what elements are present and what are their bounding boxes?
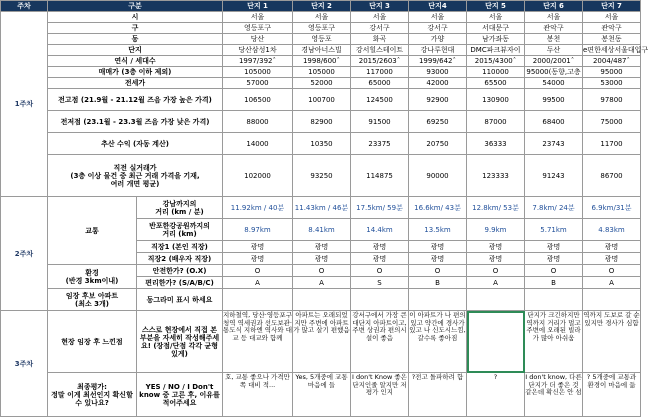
env-row-value-6[interactable]: B	[525, 277, 583, 289]
week1-row-value-3[interactable]: 91500	[351, 111, 409, 133]
env-row-value-7[interactable]: O	[583, 265, 641, 277]
traffic-row-value-3[interactable]: 광명	[351, 241, 409, 253]
env-row-value-1[interactable]: O	[223, 265, 293, 277]
week1-row-value-7[interactable]: 97800	[583, 89, 641, 111]
week1-row-value-3[interactable]: 강서힐스테이트	[351, 45, 409, 56]
traffic-row-value-5[interactable]: 광명	[467, 241, 525, 253]
env-row-value-3[interactable]: O	[351, 265, 409, 277]
week1-row-label: 전고점 (21.9월 - 21.12월 즈음 가장 높은 가격)	[48, 89, 223, 111]
impression-cell-6[interactable]: 단지가 크긴하지만 역까지 거리가 멀고 주변에 오래된 빌라가 많아 아쉬움	[525, 311, 583, 373]
impression-cell-3[interactable]: 강서구에서 가장 큰 대단지 아파트이고, 주변 상권과 편의시설이 좋음	[351, 311, 409, 373]
env-row-label: 안전한가? (O.X)	[137, 265, 223, 277]
week1-row-value-5[interactable]: DMC파크뷰자이	[467, 45, 525, 56]
week1-row-value-5[interactable]: 87000	[467, 111, 525, 133]
week1-row-value-7[interactable]: 관악구	[583, 23, 641, 34]
candidate-row-value-7[interactable]	[583, 289, 641, 311]
traffic-row-value-4[interactable]: 16.6km/ 43분	[409, 197, 467, 219]
week1-row-value-1[interactable]: 14000	[223, 133, 293, 155]
week1-row-value-2[interactable]: 경남아너스빌	[293, 45, 351, 56]
env-row-value-4[interactable]: B	[409, 277, 467, 289]
header-complex-4: 단지4	[409, 1, 467, 12]
week1-row	[1, 89, 641, 111]
candidate-row	[1, 289, 641, 311]
final-prompt: YES / NO / I Don't know 중 고른 후, 이유를 적어주세요	[137, 373, 223, 417]
week1-row-value-4[interactable]: 서울	[409, 12, 467, 23]
week1-row-value-4[interactable]: 강나루현대	[409, 45, 467, 56]
week1-row-value-7[interactable]: e편한세상서울대입구	[583, 46, 648, 54]
traffic-row-value-5[interactable]: 9.9km	[467, 219, 525, 241]
env-row-value-1[interactable]: A	[223, 277, 293, 289]
week1-row-value-3[interactable]: 23375	[351, 133, 409, 155]
week1-row-value-4[interactable]: 90000	[409, 155, 467, 197]
week1-row-value-2[interactable]: 82900	[293, 111, 351, 133]
week1-row-value-2[interactable]: 100700	[293, 89, 351, 111]
week1-row-value-5[interactable]: 110000	[467, 67, 525, 78]
traffic-row-value-6[interactable]: 광명	[525, 241, 583, 253]
week1-row-value-1[interactable]: 1997/392ˆ	[223, 56, 293, 67]
candidate-row-value-6[interactable]	[525, 289, 583, 311]
week1-row-value-1[interactable]: 당산삼성1차	[223, 45, 293, 56]
traffic-label: 교통	[48, 197, 137, 265]
week1-row-value-4[interactable]: 93000	[409, 67, 467, 78]
week1-label: 1주차	[1, 12, 48, 197]
header-complex-6: 단지 6	[525, 1, 583, 12]
week1-row-value-1[interactable]: 영등포구	[223, 23, 293, 34]
traffic-row-value-3[interactable]: 17.5km/ 59분	[351, 197, 409, 219]
week1-row-value-3[interactable]: 화곡	[351, 34, 409, 45]
impression-row	[1, 311, 641, 373]
traffic-row-value-3[interactable]: 광명	[351, 253, 409, 265]
week1-row-value-5[interactable]: 65500	[467, 78, 525, 89]
candidate-row-value-1[interactable]	[223, 289, 293, 311]
week1-row-value-2[interactable]: 10350	[293, 133, 351, 155]
week1-row	[1, 111, 641, 133]
traffic-row-value-7[interactable]: 광명	[583, 253, 641, 265]
week1-row-value-1[interactable]: 당산	[223, 34, 293, 45]
impression-label: 현장 임장 후 느낀점	[48, 311, 137, 373]
header-complex-1: 단지 1	[223, 1, 293, 12]
week1-row-value-1[interactable]: 102000	[223, 155, 293, 197]
week1-row-label: 단지	[48, 45, 223, 56]
week1-row-value-6[interactable]: 23743	[525, 133, 583, 155]
week1-row	[1, 133, 641, 155]
week1-row-value-3[interactable]: 117000	[351, 67, 409, 78]
week1-row-value-7[interactable]: 봉천동	[583, 34, 641, 45]
traffic-row-value-2[interactable]: 8.41km	[293, 219, 351, 241]
week1-row-value-7[interactable]: 서울	[583, 12, 641, 23]
traffic-row	[1, 197, 641, 219]
week1-row-label: 시	[48, 12, 223, 23]
week1-row	[1, 34, 641, 45]
week1-row	[1, 23, 641, 34]
env-row-value-5[interactable]: A	[467, 277, 525, 289]
impression-cell-1[interactable]: 지하철역, 당산·영등포구청역 역세권과 선도보관·통도식 지하엔 역사와 대교 등 대교와 함께	[223, 311, 293, 373]
week1-row-value-6[interactable]: 91243	[525, 155, 583, 197]
env-row-value-7[interactable]: A	[583, 277, 641, 289]
final-cell-1[interactable]: 호, 교통 좋으나 가격만 쪽 대비 적...	[223, 373, 293, 417]
week1-row-value-5[interactable]: 남가좌동	[467, 34, 525, 45]
week1-row-label: 추산 수익 (자동 계산)	[48, 133, 223, 155]
traffic-row-value-2[interactable]: 광명	[293, 241, 351, 253]
header-complex-2: 단지 2	[293, 1, 351, 12]
candidate-row-value-3[interactable]	[351, 289, 409, 311]
header-complex-7: 단지 7	[583, 1, 641, 12]
traffic-row-value-7[interactable]: 4.83km	[583, 219, 641, 241]
impression-cell-7[interactable]: 역까지 도보로 갈 순 있지만 경사가 심함	[583, 311, 641, 373]
traffic-row-value-5[interactable]: 광명	[467, 253, 525, 265]
final-cell-3[interactable]: I don't Know 좋은 단지인줄 알지만 저평가 인지	[351, 373, 409, 417]
traffic-row-value-6[interactable]: 광명	[525, 253, 583, 265]
final-cell-7[interactable]: ? 5개중에 교통과 환경이 마음에 듦	[583, 373, 641, 417]
traffic-row-value-4[interactable]: 13.5km	[409, 219, 467, 241]
traffic-row-label: 반포한강공원까지의 거리 (km)	[137, 219, 223, 241]
week2-label: 2주차	[1, 197, 48, 311]
traffic-row-value-1[interactable]: 8.97km	[223, 219, 293, 241]
week1-row-value-1[interactable]: 105000	[223, 67, 293, 78]
week1-row-value-3[interactable]: 2015/2603ˆ	[351, 56, 409, 67]
week1-row-value-6[interactable]: 95000(동향,고층	[526, 68, 581, 76]
traffic-row-value-5[interactable]: 12.8km/ 53분	[467, 197, 525, 219]
week1-row-label: 매매가 (3층 이하 제외)	[48, 67, 223, 78]
header-complex-3: 단지 3	[351, 1, 409, 12]
final-label: 최종평가: 정말 이게 최선인지 확신할 수 있나요?	[48, 373, 137, 417]
week1-row-value-4[interactable]: 69250	[409, 111, 467, 133]
impression-cell-5[interactable]	[467, 311, 525, 373]
week1-row-value-7[interactable]: 95000	[583, 67, 641, 78]
week1-row-value-5[interactable]: 서울	[467, 12, 525, 23]
week1-row-value-5[interactable]: 123333	[467, 155, 525, 197]
week1-row-value-2[interactable]: 52000	[293, 78, 351, 89]
week1-row-value-5[interactable]: 2015/4300ˆ	[467, 56, 525, 67]
candidate-row-value-5[interactable]	[467, 289, 525, 311]
week1-row-value-6[interactable]: 54000	[525, 78, 583, 89]
traffic-row-value-2[interactable]: 광명	[293, 253, 351, 265]
week1-row-value-6[interactable]: 관악구	[525, 23, 583, 34]
candidate-prompt: 동그라미 표시 하세요	[137, 289, 223, 311]
env-row-value-5[interactable]: O	[467, 265, 525, 277]
week1-row	[1, 78, 641, 89]
traffic-row-value-1[interactable]: 광명	[223, 241, 293, 253]
week1-row-value-3[interactable]: 강서구	[351, 23, 409, 34]
week1-row-value-4[interactable]: 42000	[409, 78, 467, 89]
traffic-row-value-1[interactable]: 광명	[223, 253, 293, 265]
candidate-row-value-4[interactable]	[409, 289, 467, 311]
week1-row-value-3[interactable]: 서울	[351, 12, 409, 23]
week1-row-value-2[interactable]: 105000	[293, 67, 351, 78]
traffic-row-value-2[interactable]: 11.43km / 46분	[293, 197, 351, 219]
week1-row-value-5[interactable]: 36333	[467, 133, 525, 155]
week1-row-value-2[interactable]: 영등포	[293, 34, 351, 45]
week1-row-value-7[interactable]: 11700	[583, 133, 641, 155]
week1-row-value-4[interactable]: 강서구	[409, 23, 467, 34]
week1-row-value-7[interactable]: 86700	[583, 155, 641, 197]
week1-row-label: 연식 / 세대수	[48, 56, 223, 67]
env-row-value-3[interactable]: S	[351, 277, 409, 289]
header-week: 주차	[1, 1, 48, 12]
week1-row-value-7[interactable]: 53000	[583, 78, 641, 89]
traffic-row-value-4[interactable]: 광명	[409, 253, 467, 265]
week1-row-value-1[interactable]: 88000	[223, 111, 293, 133]
impression-cell-4[interactable]: 이 아파트가 나 편의 있고 약간에 경사가 있고 나 신도시느낌, 갈수록 좋아짐	[409, 311, 467, 373]
env-row-value-4[interactable]: O	[409, 265, 467, 277]
final-cell-4[interactable]: ?전고 돌파하려 함	[409, 373, 467, 417]
env-row-label: 편리한가? (S/A/B/C)	[137, 277, 223, 289]
week1-row-value-6[interactable]: 두산	[525, 45, 583, 56]
week1-row-value-7[interactable]: 75000	[583, 111, 641, 133]
week1-row-label: 구	[48, 23, 223, 34]
week1-row-value-5[interactable]: 130900	[467, 89, 525, 111]
week1-row-value-1[interactable]: 서울	[223, 12, 293, 23]
week1-row-value-6[interactable]: 68400	[525, 111, 583, 133]
week1-row	[1, 67, 641, 78]
impression-prompt: 스스로 현장에서 직접 본 부분을 자세히 작성해주세요! (장점/단점 각각 균형있게)	[137, 311, 223, 373]
candidate-label: 임장 후보 아파트 (최소 3개)	[48, 289, 137, 311]
env-row-value-6[interactable]: O	[525, 265, 583, 277]
week1-row	[1, 155, 641, 197]
traffic-row-value-4[interactable]: 광명	[409, 241, 467, 253]
traffic-row-value-6[interactable]: 7.8km/ 24분	[525, 197, 583, 219]
final-cell-2[interactable]: Yes, 5개중에 교통 마음에 들	[293, 373, 351, 417]
week1-row-value-3[interactable]: 65000	[351, 78, 409, 89]
week1-row-value-4[interactable]: 1999/642ˆ	[409, 56, 467, 67]
traffic-row-value-7[interactable]: 6.9km/31분	[583, 197, 641, 219]
week1-row-value-6[interactable]: 봉천	[525, 34, 583, 45]
traffic-row-label: 직장1 (본인 직장)	[137, 241, 223, 253]
final-row	[1, 373, 641, 417]
week1-row	[1, 56, 641, 67]
week3-label: 3주차	[1, 311, 48, 417]
week1-row-value-4[interactable]: 가양	[409, 34, 467, 45]
env-row	[1, 265, 641, 277]
week1-row-value-3[interactable]: 124500	[351, 89, 409, 111]
week1-row-label: 전세가	[48, 78, 223, 89]
traffic-row-value-6[interactable]: 5.71km	[525, 219, 583, 241]
final-cell-5[interactable]: ?	[467, 373, 525, 417]
impression-cell-2[interactable]: 아파트는 오래되었지만 주변에 아파트가 많고 살기 편했음	[293, 311, 351, 373]
header-complex-5: 단지 5	[467, 1, 525, 12]
week1-row-value-3[interactable]: 114875	[351, 155, 409, 197]
env-row-value-2[interactable]: A	[293, 277, 351, 289]
week1-row-value-1[interactable]: 106500	[223, 89, 293, 111]
traffic-row-value-7[interactable]: 광명	[583, 241, 641, 253]
traffic-row-label: 직장2 (배우자 직장)	[137, 253, 223, 265]
week1-row	[1, 12, 641, 23]
header-category: 구분	[48, 1, 223, 12]
week1-row-value-2[interactable]: 93250	[293, 155, 351, 197]
week1-row-value-2[interactable]: 영등포구	[293, 23, 351, 34]
week1-row-value-4[interactable]: 92900	[409, 89, 467, 111]
week1-row	[1, 45, 641, 56]
traffic-row-value-3[interactable]: 14.4km	[351, 219, 409, 241]
final-cell-6[interactable]: I don't know, 다른 단지가 더 좋은 것 같은데 확신은 안 섬	[525, 373, 583, 417]
week1-row-value-2[interactable]: 서울	[293, 12, 351, 23]
header-row	[1, 1, 641, 12]
traffic-row-label: 강남까지의 거리 (km / 분)	[137, 197, 223, 219]
env-label: 환경 (반경 3km이내)	[48, 265, 137, 289]
week1-row-label: 직전 실거래가 (3층 이상 물건 중 최근 거래 가격을 기재, 여러 개면 평균)	[48, 155, 223, 197]
week1-row-value-7[interactable]: 2004/487ˆ	[583, 56, 641, 67]
week1-row-label: 전저점 (23.1월 - 23.3월 즈음 가장 낮은 가격)	[48, 111, 223, 133]
week1-row-value-5[interactable]: 서대문구	[467, 23, 525, 34]
week1-row-value-6[interactable]: 99500	[525, 89, 583, 111]
week1-row-value-6[interactable]: 서울	[525, 12, 583, 23]
week1-row-value-1[interactable]: 57000	[223, 78, 293, 89]
candidate-row-value-2[interactable]	[293, 289, 351, 311]
traffic-row-value-1[interactable]: 11.92km / 40분	[223, 197, 293, 219]
week1-row-value-6[interactable]: 2000/2001ˆ	[525, 56, 583, 67]
week1-row-value-2[interactable]: 1998/600ˆ	[293, 56, 351, 67]
week1-row-label: 동	[48, 34, 223, 45]
env-row-value-2[interactable]: O	[293, 265, 351, 277]
week1-row-value-4[interactable]: 20750	[409, 133, 467, 155]
